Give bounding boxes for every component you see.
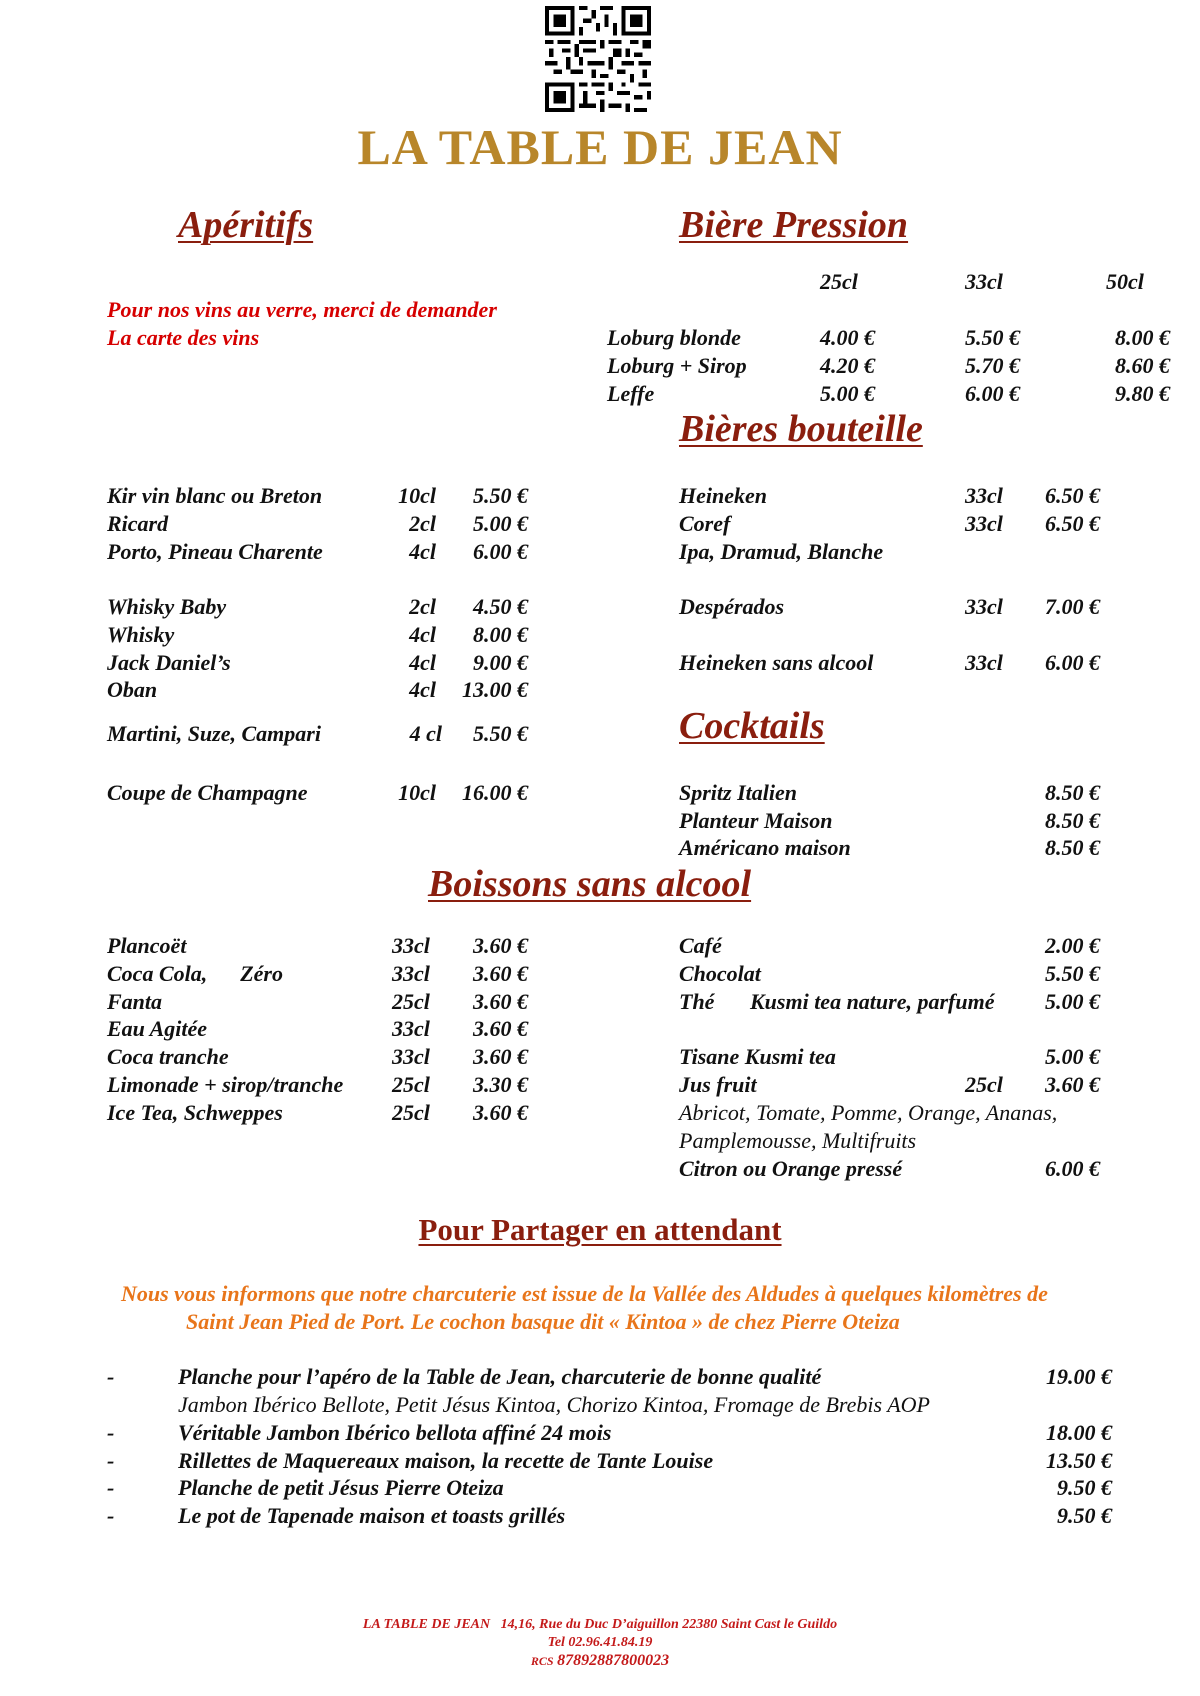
bouteille-name: Coref	[679, 511, 731, 536]
hot-drink-price: 5.50 €	[1045, 961, 1100, 986]
juice-flavours-line1: Abricot, Tomate, Pomme, Orange, Ananas,	[679, 1100, 1058, 1125]
pression-price-50: 9.80 €	[1115, 381, 1170, 406]
soft-drink-price: 3.60 €	[473, 989, 528, 1014]
aperitif-price: 16.00 €	[462, 780, 528, 805]
partager-heading: Pour Partager en attendant	[418, 1212, 782, 1247]
hot-drink-price: 5.00 €	[1045, 989, 1100, 1014]
cocktail-price: 8.50 €	[1045, 808, 1100, 833]
aperitif-name: Coupe de Champagne	[107, 780, 308, 805]
sharing-item-price: 9.50 €	[1057, 1475, 1112, 1500]
soft-drink-price: 3.60 €	[473, 1016, 528, 1041]
sharing-item-name: Planche de petit Jésus Pierre Oteiza	[178, 1475, 504, 1500]
citron-price: 6.00 €	[1045, 1156, 1100, 1181]
bouteille-price: 7.00 €	[1045, 594, 1100, 619]
bouteille-size: 33cl	[965, 650, 1003, 675]
pression-name: Loburg + Sirop	[607, 353, 747, 378]
hot-drink-price: 2.00 €	[1045, 933, 1100, 958]
bouteille-name: Heineken sans alcool	[679, 650, 874, 675]
aperitif-size: 4cl	[409, 650, 436, 675]
aperitif-size: 2cl	[409, 511, 436, 536]
aperitif-size: 10cl	[398, 483, 436, 508]
soft-drink-size: 25cl	[392, 1072, 430, 1097]
aperitif-price: 13.00 €	[462, 677, 528, 702]
wine-note-line1: Pour nos vins au verre, merci de demander	[107, 297, 497, 322]
soft-drink-size: 33cl	[392, 961, 430, 986]
sharing-item-price: 18.00 €	[1046, 1420, 1112, 1445]
bouteille-name: Ipa, Dramud, Blanche	[679, 539, 884, 564]
aperitif-size: 2cl	[409, 594, 436, 619]
aperitif-name: Whisky	[107, 622, 175, 647]
aperitif-price: 4.50 €	[473, 594, 528, 619]
cocktail-name: Américano maison	[679, 835, 851, 860]
sharing-item-price: 19.00 €	[1046, 1364, 1112, 1389]
pression-price-33: 5.50 €	[965, 325, 1020, 350]
soft-drink-name: Coca Cola, Zéro	[107, 961, 283, 986]
sharing-item-price: 13.50 €	[1046, 1448, 1112, 1473]
bouteille-size: 33cl	[965, 594, 1003, 619]
charcuterie-note-line2: Saint Jean Pied de Port. Le cochon basque dit « Kintoa » de chez Pierre Oteiza	[186, 1309, 900, 1334]
aperitif-size: 4cl	[409, 677, 436, 702]
pression-price-25: 4.00 €	[820, 325, 875, 350]
pression-price-50: 8.60 €	[1115, 353, 1170, 378]
cocktail-price: 8.50 €	[1045, 780, 1100, 805]
soft-drink-price: 3.60 €	[473, 933, 528, 958]
list-bullet: -	[107, 1503, 115, 1528]
pression-name: Loburg blonde	[607, 325, 741, 350]
footer-address	[0, 1616, 1200, 1634]
footer-rcs-label: RCS	[530, 1654, 554, 1668]
juice-name: Jus fruit	[679, 1072, 757, 1097]
pression-price-25: 5.00 €	[820, 381, 875, 406]
list-bullet: -	[107, 1448, 115, 1473]
sharing-item-price: 9.50 €	[1057, 1503, 1112, 1528]
soft-drink-price: 3.60 €	[473, 961, 528, 986]
aperitif-price: 6.00 €	[473, 539, 528, 564]
aperitifs-heading: Apéritifs	[178, 204, 314, 246]
bouteille-size: 33cl	[965, 511, 1003, 536]
bouteille-name: Despérados	[679, 594, 785, 619]
aperitif-size: 4cl	[409, 539, 436, 564]
wine-note-line2: La carte des vins	[107, 325, 260, 350]
hot-drink-name: Thé	[679, 989, 715, 1014]
soft-drink-size: 33cl	[392, 933, 430, 958]
charcuterie-note-line1: Nous vous informons que notre charcuterie est issue de la Vallée des Aldudes à quelques kilomètres de	[121, 1281, 1048, 1306]
pression-price-25: 4.20 €	[820, 353, 875, 378]
sharing-item-name: Le pot de Tapenade maison et toasts grillés	[178, 1503, 566, 1528]
restaurant-title: LA TABLE DE JEAN	[357, 119, 843, 175]
pression-price-33: 6.00 €	[965, 381, 1020, 406]
aperitif-size: 10cl	[398, 780, 436, 805]
cocktail-name: Spritz Italien	[679, 780, 797, 805]
aperitif-name: Oban	[107, 677, 158, 702]
sharing-item-name: Véritable Jambon Ibérico bellota affiné 24 mois	[178, 1420, 612, 1445]
aperitif-name: Kir vin blanc ou Breton	[107, 483, 323, 508]
list-bullet: -	[107, 1475, 115, 1500]
sharing-item-name: Planche pour l’apéro de la Table de Jean, charcuterie de bonne qualité	[178, 1364, 822, 1389]
pression-size-25: 25cl	[820, 269, 858, 294]
aperitif-name: Ricard	[107, 511, 169, 536]
aperitif-price: 8.00 €	[473, 622, 528, 647]
citron-name: Citron ou Orange pressé	[679, 1156, 903, 1181]
pression-price-50: 8.00 €	[1115, 325, 1170, 350]
sharing-item-name: Rillettes de Maquereaux maison, la recette de Tante Louise	[178, 1448, 714, 1473]
hot-drink-name: Tisane Kusmi tea	[679, 1044, 836, 1069]
footer-restaurant-name: LA TABLE DE JEAN	[362, 1617, 491, 1632]
aperitif-size: 4cl	[409, 622, 436, 647]
soft-drink-name: Plancoët	[107, 933, 187, 958]
soft-drink-name: Coca tranche	[107, 1044, 229, 1069]
hot-drink-name: Café	[679, 933, 722, 958]
soft-drink-name: Limonade + sirop/tranche	[107, 1072, 344, 1097]
footer-street: 14,16, Rue du Duc D’aiguillon 22380 Saint Cast le Guildo	[500, 1617, 838, 1632]
soft-drink-price: 3.60 €	[473, 1044, 528, 1069]
footer-rcs	[0, 1652, 1200, 1671]
bouteille-price: 6.50 €	[1045, 483, 1100, 508]
soft-drink-price: 3.30 €	[473, 1072, 528, 1097]
juice-flavours-line2: Pamplemousse, Multifruits	[679, 1128, 917, 1153]
soft-drink-name: Eau Agitée	[107, 1016, 208, 1041]
tea-detail: Kusmi tea nature, parfumé	[750, 989, 995, 1014]
soft-drink-size: 25cl	[392, 989, 430, 1014]
bouteille-size: 33cl	[965, 483, 1003, 508]
soft-drink-size: 33cl	[392, 1016, 430, 1041]
aperitif-size: 4 cl	[409, 721, 442, 746]
list-bullet: -	[107, 1364, 115, 1389]
boissons-sans-alcool-heading: Boissons sans alcool	[428, 863, 752, 905]
aperitif-price: 5.50 €	[473, 721, 528, 746]
pression-price-33: 5.70 €	[965, 353, 1020, 378]
pression-size-50: 50cl	[1106, 269, 1144, 294]
soft-drink-price: 3.60 €	[473, 1100, 528, 1125]
aperitif-name: Porto, Pineau Charente	[107, 539, 323, 564]
bouteille-price: 6.00 €	[1045, 650, 1100, 675]
aperitif-price: 5.50 €	[473, 483, 528, 508]
hot-drink-price: 5.00 €	[1045, 1044, 1100, 1069]
hot-drink-name: Chocolat	[679, 961, 761, 986]
aperitif-price: 5.00 €	[473, 511, 528, 536]
footer-phone: Tel 02.96.41.84.19	[547, 1635, 653, 1650]
cocktail-name: Planteur Maison	[679, 808, 833, 833]
pression-size-33: 33cl	[965, 269, 1003, 294]
bouteille-name: Heineken	[679, 483, 767, 508]
aperitif-price: 9.00 €	[473, 650, 528, 675]
pression-name: Leffe	[607, 381, 655, 406]
list-bullet: -	[107, 1420, 115, 1445]
footer-rcs-number: 87892887800023	[557, 1652, 670, 1669]
juice-price: 3.60 €	[1045, 1072, 1100, 1097]
qr-code-icon	[545, 6, 651, 112]
biere-pression-heading: Bière Pression	[679, 204, 909, 246]
soft-drink-name: Ice Tea, Schweppes	[107, 1100, 283, 1125]
juice-size: 25cl	[965, 1072, 1003, 1097]
soft-drink-size: 33cl	[392, 1044, 430, 1069]
soft-drink-name: Fanta	[107, 989, 163, 1014]
aperitif-name: Martini, Suze, Campari	[107, 721, 321, 746]
aperitif-name: Jack Daniel’s	[107, 650, 231, 675]
soft-drink-size: 25cl	[392, 1100, 430, 1125]
cocktail-price: 8.50 €	[1045, 835, 1100, 860]
bieres-bouteille-heading: Bières bouteille	[679, 408, 923, 450]
aperitif-name: Whisky Baby	[107, 594, 227, 619]
planche-detail: Jambon Ibérico Bellote, Petit Jésus Kintoa, Chorizo Kintoa, Fromage de Brebis AOP	[178, 1392, 930, 1417]
bouteille-price: 6.50 €	[1045, 511, 1100, 536]
cocktails-heading: Cocktails	[679, 705, 825, 747]
